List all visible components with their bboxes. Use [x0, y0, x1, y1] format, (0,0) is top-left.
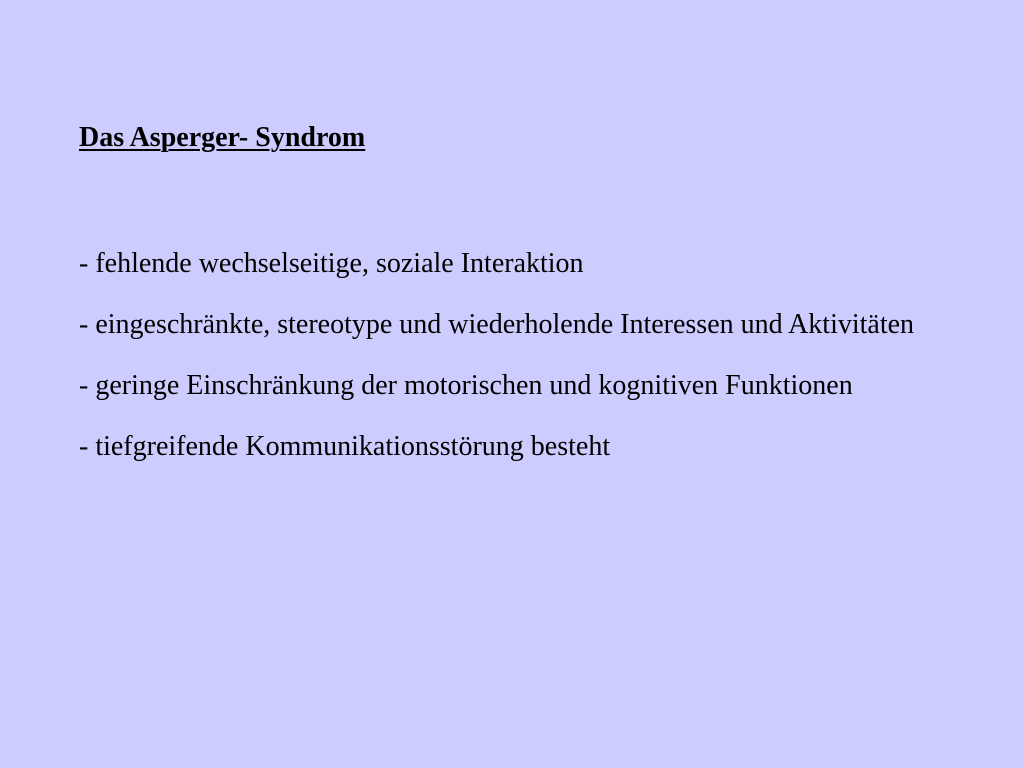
bullet-item: - geringe Einschränkung der motorischen und kognitiven Funktionen [79, 370, 853, 401]
slide-content [79, 118, 959, 488]
bullet-item: - tiefgreifende Kommunikationsstörung besteht [79, 431, 611, 462]
bullet-list [79, 244, 959, 467]
slide-title: Das Asperger- Syndrom [79, 122, 366, 153]
bullet-item: - fehlende wechselseitige, soziale Interaktion [79, 248, 584, 279]
bullet-item: - eingeschränkte, stereotype und wiederholende Interessen und Aktivitäten [79, 309, 915, 340]
